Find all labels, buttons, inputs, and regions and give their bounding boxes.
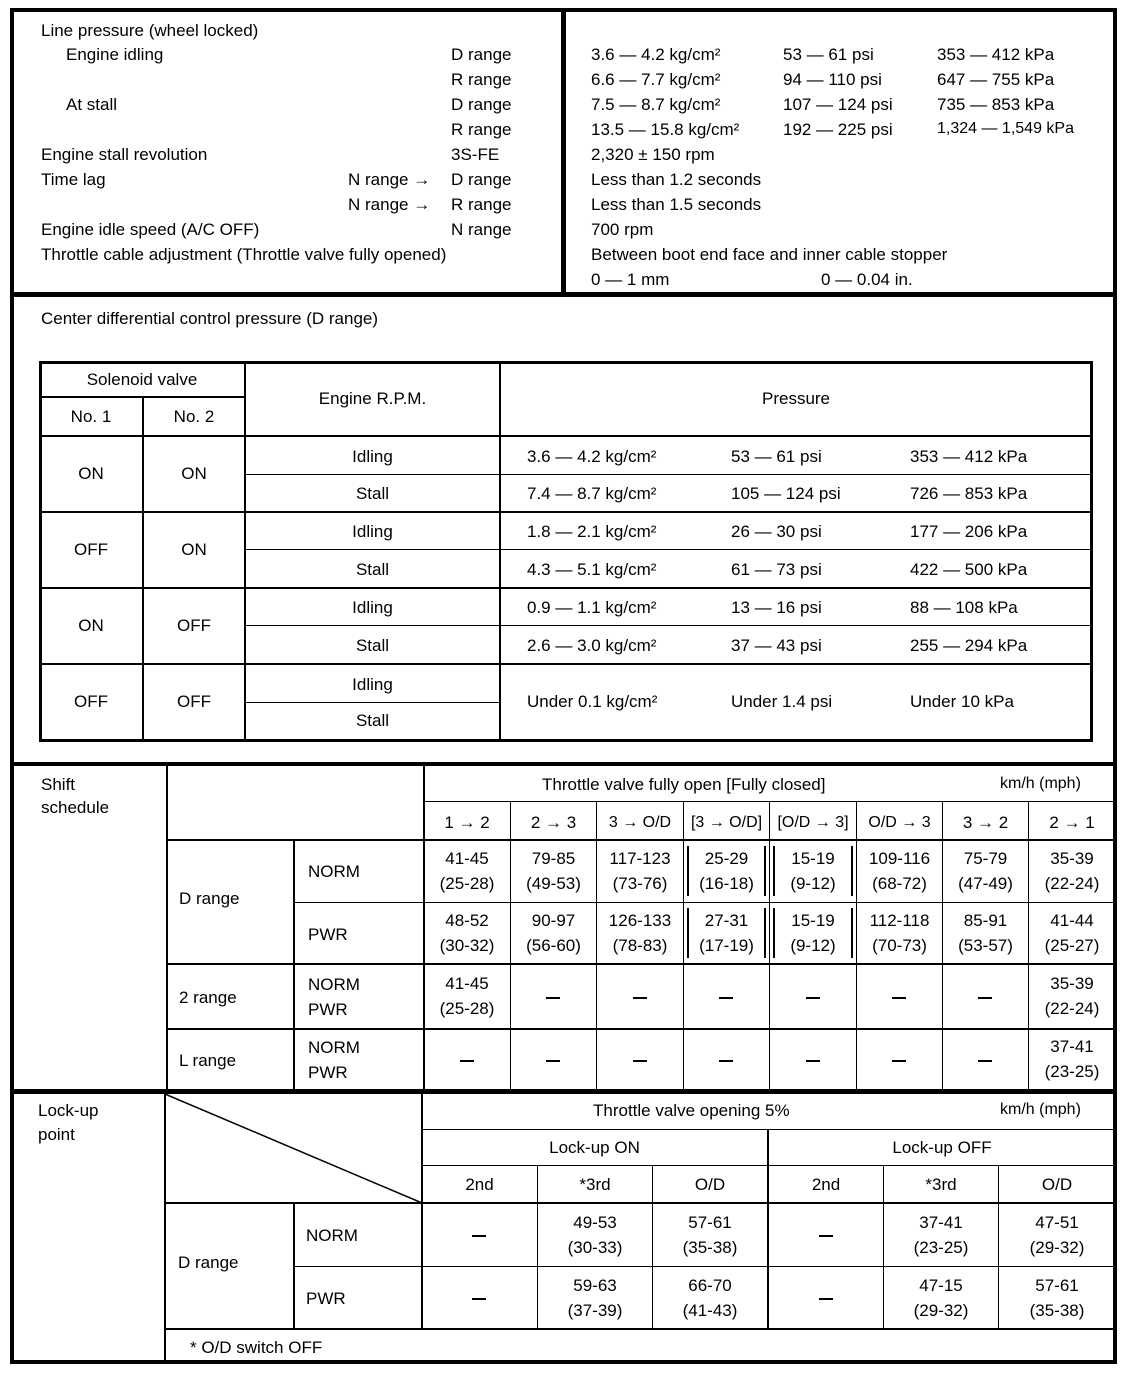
- shift-d-pwr-value: 41-44 (25-27): [1044, 911, 1100, 955]
- cd-row-line: [40, 511, 1092, 513]
- cd-row-line: [245, 474, 1092, 475]
- lp-range: R range: [451, 70, 512, 89]
- cd-solenoid-no1: OFF: [74, 540, 108, 559]
- lockup-pwr-value: 57-61 (35-38): [1029, 1276, 1085, 1320]
- shift-d-norm-value-closed: 15-19 (9-12): [773, 846, 853, 896]
- time-lag-to: R range: [451, 195, 512, 214]
- lp-range: D range: [451, 95, 512, 114]
- cd-psi: 37 — 43 psi: [731, 636, 822, 655]
- cd-rpm: Idling: [352, 522, 393, 541]
- shift-d-norm-value: 109-116 (68-72): [868, 849, 931, 893]
- ss-col-line: [166, 765, 168, 1090]
- lockup-norm-value: 47-51 (29-32): [1029, 1213, 1085, 1257]
- no-value-dash: [806, 997, 820, 999]
- lockup-pwr: PWR: [306, 1289, 346, 1308]
- cd-kpa: 726 — 853 kPa: [910, 484, 1028, 503]
- shift-schedule-label: Shift: [41, 775, 76, 794]
- shift-d-pwr-value: 48-52 (30-32): [439, 911, 495, 955]
- lockup-unit: km/h (mph): [1000, 1101, 1081, 1118]
- lu-row-line: [164, 1328, 1115, 1330]
- cd-solenoid-no2: ON: [181, 464, 207, 483]
- lp-range: R range: [451, 120, 512, 139]
- lp-kpa: 1,324 — 1,549 kPa: [937, 120, 1074, 137]
- cd-rpm: Idling: [352, 447, 393, 466]
- shift-unit: km/h (mph): [1000, 775, 1081, 792]
- no-value-dash: [892, 1060, 906, 1062]
- shift-d-norm-value: 35-39 (22-24): [1044, 849, 1100, 893]
- cd-psi: Under 1.4 psi: [731, 692, 833, 711]
- ss-row-line: [166, 963, 1115, 965]
- lp-label-at-stall: At stall: [66, 95, 118, 114]
- no-value-dash: [806, 1060, 820, 1062]
- lockup-pwr-value: 66-70 (41-43): [682, 1276, 738, 1320]
- no-value-dash: [472, 1298, 486, 1300]
- shift-d-norm-value: 75-79 (47-49): [958, 849, 1013, 893]
- time-lag-from: N range →: [348, 195, 431, 214]
- lockup-footnote: * O/D switch OFF: [190, 1338, 323, 1357]
- shift-2-range-value: 41-45 (25-28): [439, 974, 495, 1018]
- lockup-header: Throttle valve opening 5%: [593, 1101, 790, 1120]
- shift-d-norm-value-closed: 25-29 (16-18): [687, 846, 766, 896]
- cd-psi: 53 — 61 psi: [731, 447, 822, 466]
- line-pressure-title: Line pressure (wheel locked): [41, 21, 259, 40]
- no-value-dash: [633, 1060, 647, 1062]
- lp-psi: 192 — 225 psi: [783, 120, 893, 139]
- shift-pwr: PWR: [308, 925, 348, 944]
- lu-row-line: [293, 1266, 1115, 1267]
- lp-range: D range: [451, 45, 512, 64]
- throttle-cable-in: 0 — 0.04 in.: [821, 270, 913, 289]
- cd-solenoid-no2: OFF: [177, 616, 211, 635]
- shift-pwr: PWR: [308, 1063, 348, 1082]
- lockup-col-head: 2nd: [811, 1175, 841, 1194]
- no-value-dash: [546, 997, 560, 999]
- lp-psi: 94 — 110 psi: [783, 70, 882, 89]
- no-value-dash: [978, 997, 992, 999]
- shift-2-range: 2 range: [179, 988, 237, 1007]
- cd-head-pressure: Pressure: [761, 389, 831, 408]
- cd-rpm: Stall: [355, 560, 390, 579]
- cd-head-rpm: Engine R.P.M.: [318, 389, 427, 408]
- cd-psi: 13 — 16 psi: [731, 598, 822, 617]
- ss-row-line: [166, 839, 1115, 841]
- cd-row-line: [40, 587, 1092, 589]
- shift-d-pwr-value: 90-97 (56-60): [526, 911, 581, 955]
- lockup-off: Lock-up OFF: [892, 1138, 992, 1157]
- stall-rev-engine: 3S-FE: [451, 145, 500, 164]
- lockup-label: Lock-up: [38, 1101, 99, 1120]
- lp-psi: 53 — 61 psi: [783, 45, 874, 64]
- cd-solenoid-no1: OFF: [74, 692, 108, 711]
- cd-kgcm: 3.6 — 4.2 kg/cm²: [527, 447, 657, 466]
- lockup-norm-value: 57-61 (35-38): [682, 1213, 738, 1257]
- shift-d-pwr-value: 126-133 (78-83): [608, 911, 672, 955]
- ss-col-line: [769, 802, 770, 1090]
- lp-kgcm: 6.6 — 7.7 kg/cm²: [591, 70, 721, 89]
- lockup-d-range: D range: [178, 1253, 239, 1272]
- lp-kpa: 735 — 853 kPa: [937, 95, 1055, 114]
- cd-psi: 61 — 73 psi: [731, 560, 822, 579]
- shift-pwr: PWR: [308, 1000, 348, 1019]
- cd-head-solenoid: Solenoid valve: [86, 370, 198, 389]
- ss-col-line: [293, 840, 295, 1090]
- cd-row-line: [245, 702, 500, 703]
- lp-kgcm: 7.5 — 8.7 kg/cm²: [591, 95, 721, 114]
- time-lag-label: Time lag: [41, 170, 106, 189]
- lp-kpa: 353 — 412 kPa: [937, 45, 1055, 64]
- cd-psi: 26 — 30 psi: [731, 522, 822, 541]
- cd-psi: 105 — 124 psi: [731, 484, 841, 503]
- throttle-cable-mm: 0 — 1 mm: [591, 270, 670, 289]
- cd-rpm: Stall: [355, 711, 390, 730]
- no-value-dash: [978, 1060, 992, 1062]
- shift-schedule-label: schedule: [41, 798, 110, 817]
- lockup-col-head: *3rd: [579, 1175, 611, 1194]
- cd-row-line: [40, 435, 1092, 437]
- shift-2-range-value: 35-39 (22-24): [1044, 974, 1100, 1018]
- lp-kpa: 647 — 755 kPa: [937, 70, 1055, 89]
- lockup-pwr-value: 59-63 (37-39): [567, 1276, 623, 1320]
- ss-row-line: [424, 801, 1115, 802]
- shift-col-head: [3 → O/D]: [690, 814, 763, 831]
- cd-kpa: 255 — 294 kPa: [910, 636, 1028, 655]
- shift-norm: NORM: [308, 1038, 360, 1057]
- shift-col-head: 3 → 2: [962, 813, 1009, 832]
- ss-row-line: [166, 1028, 1115, 1030]
- shift-d-norm-value: 41-45 (25-28): [439, 849, 495, 893]
- no-value-dash: [460, 1060, 474, 1062]
- shift-d-pwr-value: 85-91 (53-57): [958, 911, 1013, 955]
- cd-kpa: 353 — 412 kPa: [910, 447, 1028, 466]
- lp-label-engine-idling: Engine idling: [66, 45, 164, 64]
- lu-row-line: [422, 1165, 1115, 1166]
- stall-rev-label: Engine stall revolution: [41, 145, 208, 164]
- stall-rev-value: 2,320 ± 150 rpm: [591, 145, 715, 164]
- header-diagonal: [165, 1094, 422, 1203]
- cd-kgcm: 4.3 — 5.1 kg/cm²: [527, 560, 657, 579]
- shift-d-pwr-value-closed: 15-19 (9-12): [773, 908, 853, 958]
- shift-d-norm-value: 79-85 (49-53): [526, 849, 581, 893]
- shift-col-head: 3 → O/D: [608, 814, 672, 831]
- cd-row-line: [40, 663, 1092, 665]
- shift-d-range: D range: [179, 889, 240, 908]
- cd-kgcm: 2.6 — 3.0 kg/cm²: [527, 636, 657, 655]
- section2-bottom-rule: [12, 762, 1115, 766]
- shift-d-pwr-value: 112-118 (70-73): [869, 911, 930, 955]
- throttle-cable-label: Throttle cable adjustment (Throttle valve fully opened): [41, 245, 447, 264]
- no-value-dash: [819, 1235, 833, 1237]
- lp-kgcm: 13.5 — 15.8 kg/cm²: [591, 120, 740, 139]
- cd-row-line: [40, 396, 246, 398]
- shift-norm: NORM: [308, 975, 360, 994]
- lockup-label: point: [38, 1125, 75, 1144]
- lockup-norm-value: 37-41 (23-25): [913, 1213, 969, 1257]
- shift-l-range-value: 37-41 (23-25): [1044, 1037, 1100, 1081]
- cd-solenoid-no2: OFF: [177, 692, 211, 711]
- no-value-dash: [719, 997, 733, 999]
- lockup-col-head: O/D: [1041, 1175, 1073, 1194]
- cd-kpa: 177 — 206 kPa: [910, 522, 1028, 541]
- lu-row-line: [422, 1129, 1115, 1130]
- cd-kgcm: 1.8 — 2.1 kg/cm²: [527, 522, 657, 541]
- cd-head-no1: No. 1: [70, 407, 112, 426]
- section1-bottom-rule: [12, 292, 1115, 297]
- lockup-col-head: 2nd: [465, 1175, 494, 1194]
- cd-row-line: [245, 625, 1092, 626]
- throttle-cable-value: Between boot end face and inner cable stopper: [591, 245, 948, 264]
- cd-rpm: Idling: [352, 675, 393, 694]
- shift-l-range: L range: [179, 1051, 237, 1070]
- time-lag-value: Less than 1.2 seconds: [591, 170, 762, 189]
- lockup-pwr-value: 47-15 (29-32): [913, 1276, 969, 1320]
- shift-col-head: 1 → 2: [444, 813, 490, 832]
- cd-kgcm: 7.4 — 8.7 kg/cm²: [527, 484, 657, 503]
- cd-rpm: Stall: [355, 636, 390, 655]
- cd-kgcm: Under 0.1 kg/cm²: [527, 692, 658, 711]
- idle-speed-value: 700 rpm: [591, 220, 654, 239]
- cd-kpa: Under 10 kPa: [910, 692, 1014, 711]
- cd-solenoid-no2: ON: [181, 540, 207, 559]
- no-value-dash: [472, 1235, 486, 1237]
- ss-row-line: [293, 902, 1115, 903]
- cd-solenoid-no1: ON: [78, 464, 104, 483]
- idle-speed-range: N range: [451, 220, 512, 239]
- lockup-on: Lock-up ON: [549, 1138, 640, 1157]
- shift-col-head: 2 → 3: [530, 813, 577, 832]
- cd-kgcm: 0.9 — 1.1 kg/cm²: [527, 598, 657, 617]
- lockup-norm-value: 49-53 (30-33): [567, 1213, 623, 1257]
- no-value-dash: [546, 1060, 560, 1062]
- cd-rpm: Idling: [352, 598, 393, 617]
- shift-norm: NORM: [308, 862, 360, 881]
- cd-col-line: [499, 362, 501, 742]
- cd-solenoid-no1: ON: [78, 616, 104, 635]
- shift-d-pwr-value-closed: 27-31 (17-19): [687, 908, 766, 958]
- idle-speed-label: Engine idle speed (A/C OFF): [41, 220, 260, 239]
- time-lag-value: Less than 1.5 seconds: [591, 195, 762, 214]
- shift-d-norm-value: 117-123 (73-76): [609, 849, 671, 893]
- ss-col-line: [683, 802, 684, 1090]
- lockup-norm: NORM: [306, 1226, 358, 1245]
- cd-row-line: [245, 549, 1092, 550]
- cd-rpm: Stall: [355, 484, 390, 503]
- shift-col-head: O/D → 3: [868, 814, 931, 831]
- no-value-dash: [819, 1298, 833, 1300]
- no-value-dash: [719, 1060, 733, 1062]
- lp-kgcm: 3.6 — 4.2 kg/cm²: [591, 45, 721, 64]
- time-lag-to: D range: [451, 170, 512, 189]
- lp-psi: 107 — 124 psi: [783, 95, 893, 114]
- shift-col-head: [O/D → 3]: [777, 814, 849, 831]
- lockup-col-head: O/D: [694, 1175, 726, 1194]
- lockup-col-head: *3rd: [925, 1175, 957, 1194]
- no-value-dash: [892, 997, 906, 999]
- cd-kpa: 88 — 108 kPa: [910, 598, 1018, 617]
- no-value-dash: [633, 997, 647, 999]
- center-diff-title: Center differential control pressure (D range): [41, 309, 379, 328]
- cd-head-no2: No. 2: [173, 407, 215, 426]
- shift-col-head: 2 → 1: [1049, 813, 1095, 832]
- section1-divider: [561, 10, 566, 295]
- cd-kpa: 422 — 500 kPa: [910, 560, 1028, 579]
- time-lag-from: N range →: [348, 170, 431, 189]
- shift-header: Throttle valve fully open [Fully closed]: [542, 775, 826, 794]
